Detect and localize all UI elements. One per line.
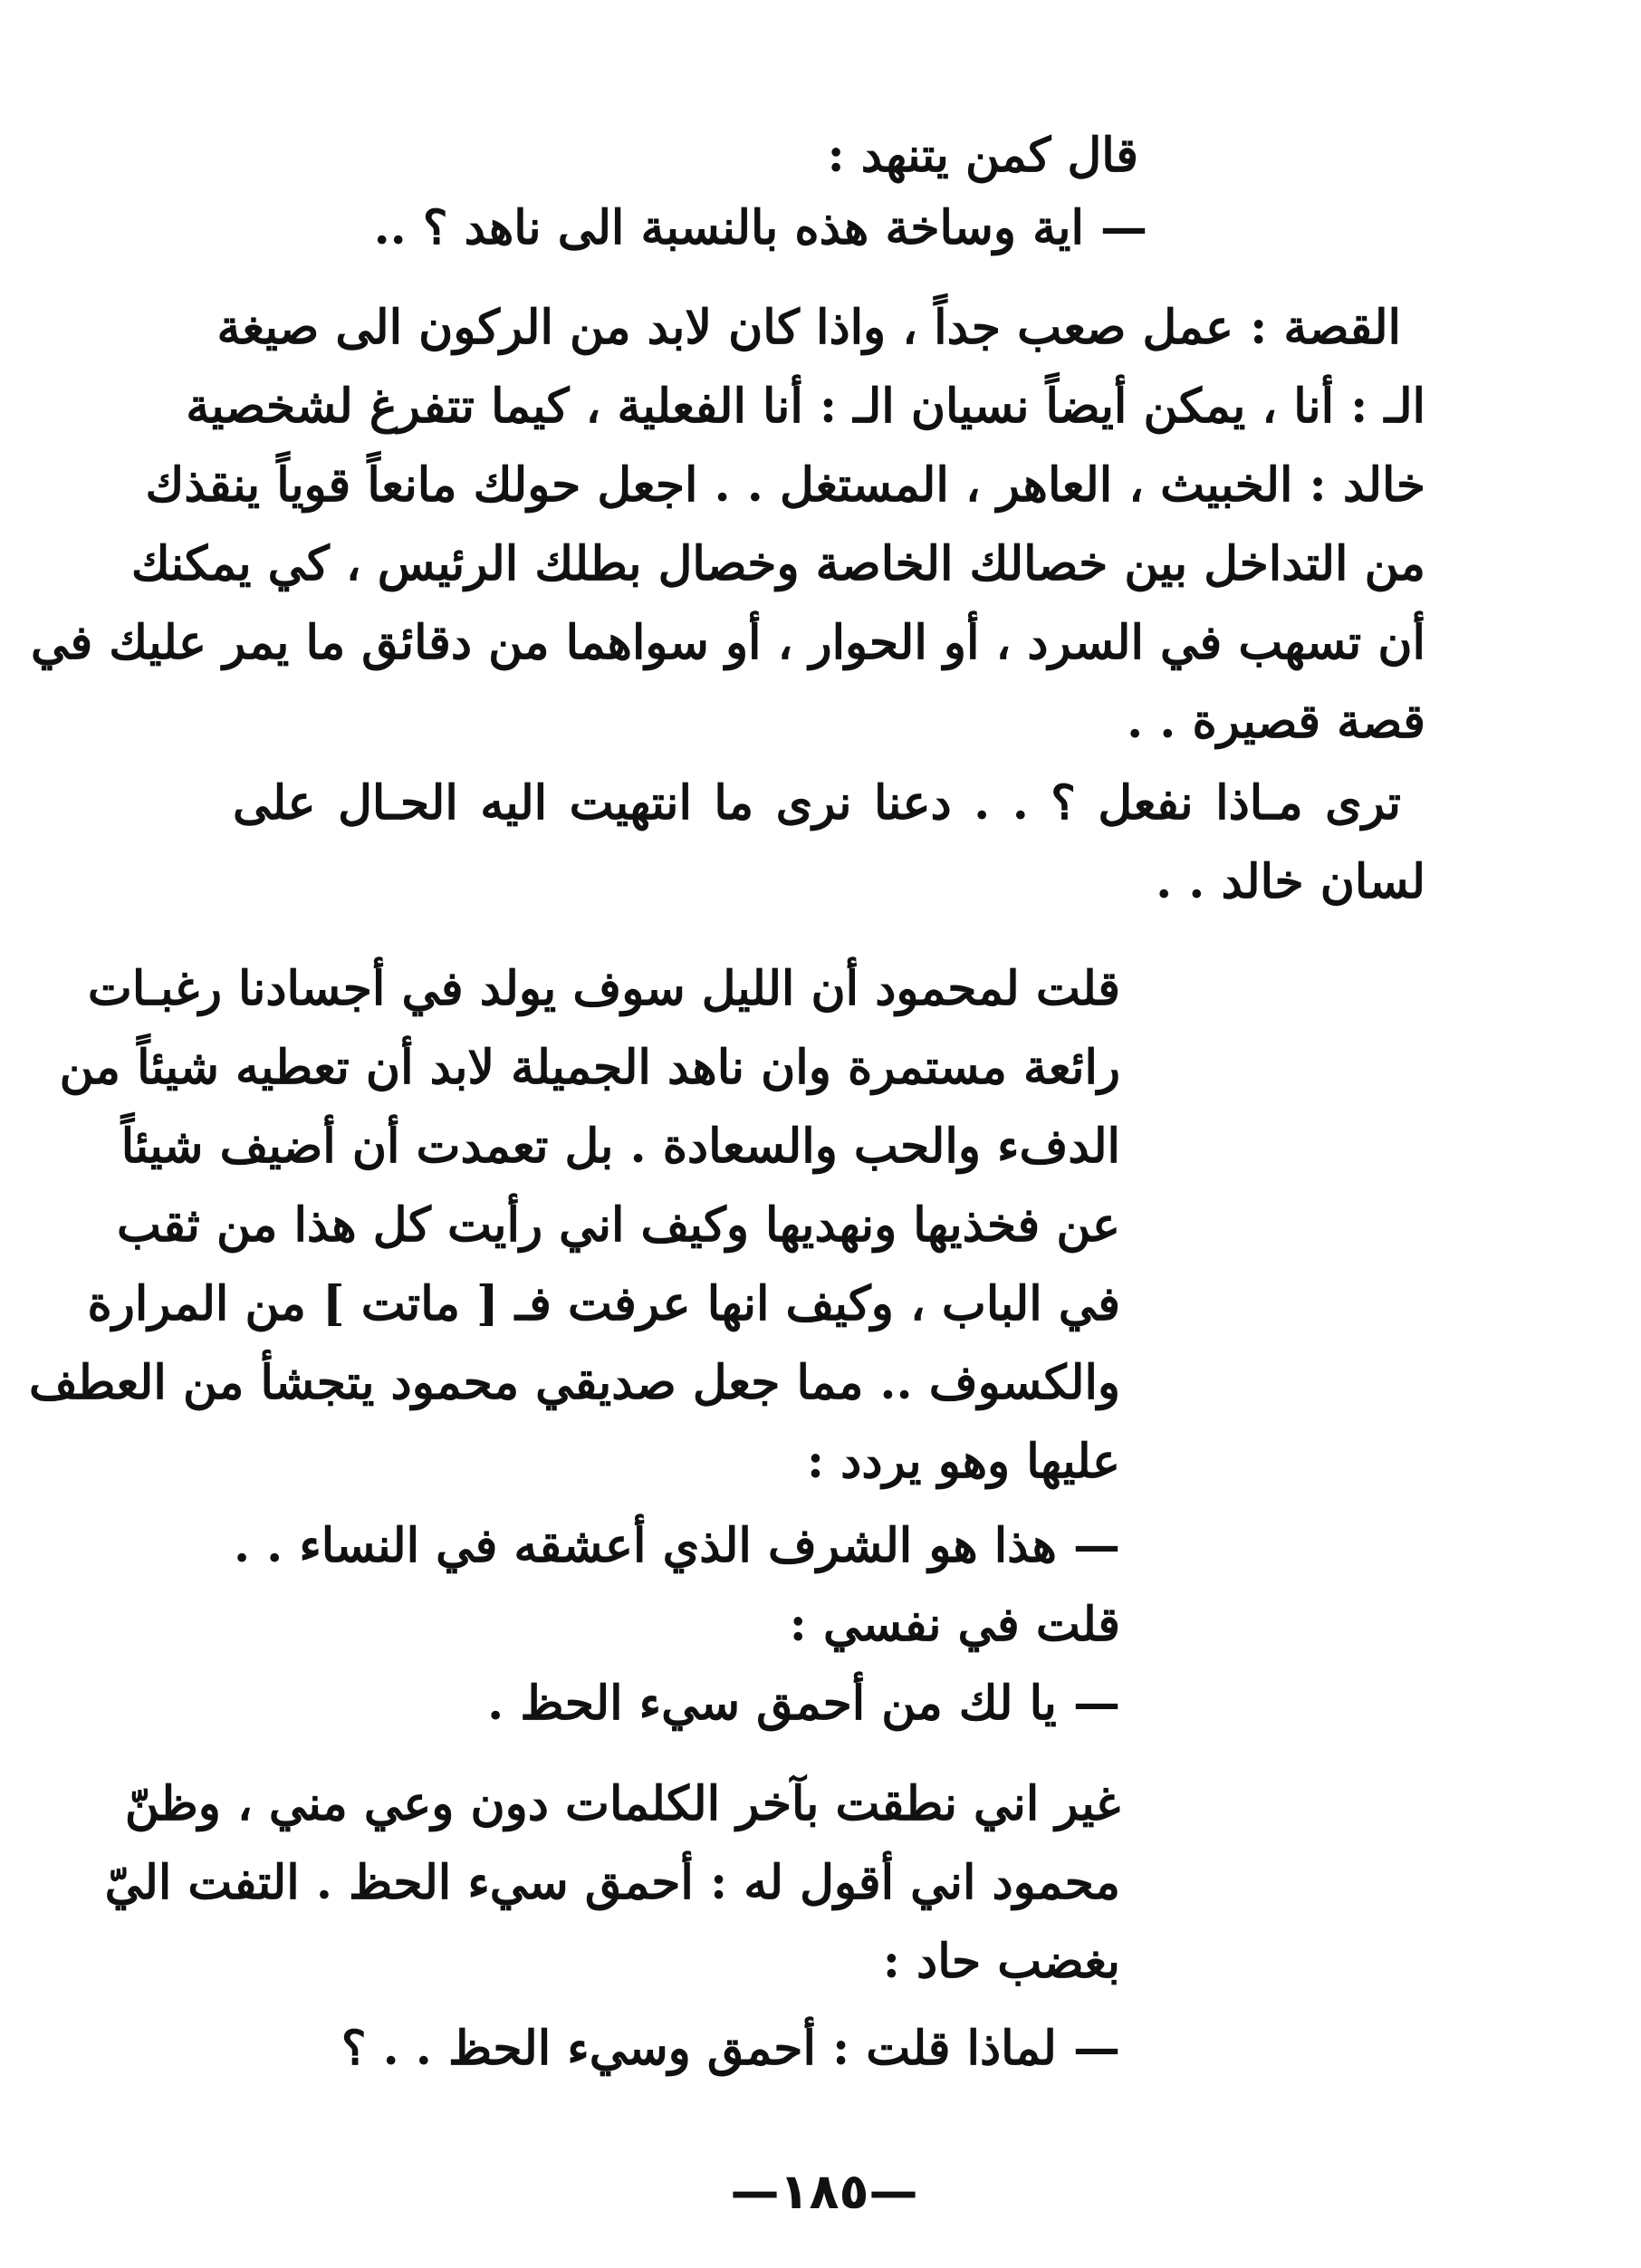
text-line: القصة : عمل صعب جداً ، واذا كان لابد من الركون الى صيغة [216, 300, 1401, 355]
text-line: أن تسهب في السرد ، أو الحوار ، أو سواهما من دقائق ما يمر عليك في [31, 615, 1425, 670]
text-line: الـ : أنا ، يمكن أيضاً نسيان الـ : أنا الفعلية ، كيما تتفرغ لشخصية [186, 379, 1425, 434]
text-line: لسان خالد . . [1156, 854, 1425, 909]
text-line: الدفء والحب والسعادة . بل تعمدت أن أضيف شيئاً [120, 1119, 1120, 1174]
text-line: قلت لمحمود أن الليل سوف يولد في أجسادنا رغبـات [87, 961, 1120, 1016]
text-line: رائعة مستمرة وان ناهد الجميلة لابد أن تعطيه شيئاً من [59, 1040, 1120, 1095]
text-line: خالد : الخبيث ، العاهر ، المستغل . . اجعل حولك مانعاً قوياً ينقذك [145, 457, 1425, 513]
text-line: والكسوف .. مما جعل صديقي محمود يتجشأ من العطف [28, 1355, 1120, 1410]
page-number: —١٨٥— [730, 2163, 918, 2220]
text-line: قصة قصيرة . . [1127, 694, 1425, 749]
text-line: غير اني نطقت بآخر الكلمات دون وعي مني ، وظنّ [124, 1776, 1120, 1831]
text-line: عن فخذيها ونهديها وكيف اني رأيت كل هذا من ثقب [117, 1197, 1120, 1253]
text-line: — لماذا قلت : أحمق وسيء الحظ . . ؟ [341, 2021, 1120, 2076]
text-line: — يا لك من أحمق سيء الحظ . [487, 1676, 1120, 1731]
text-line: ترى مـاذا نفعل ؟ . . دعنا نرى ما انتهيت اليه الحـال على [233, 775, 1401, 831]
text-line: — هذا هو الشرف الذي أعشقه في النساء . . [233, 1518, 1120, 1573]
text-line: قلت في نفسي : [789, 1597, 1120, 1652]
text-line: قال كمن يتنهد : [827, 128, 1138, 183]
text-line: محمود اني أقول له : أحمق سيء الحظ . التفت اليّ [104, 1855, 1120, 1910]
text-line: — اية وساخة هذه بالنسبة الى ناهد ؟ .. [373, 200, 1147, 255]
text-line: عليها وهو يردد : [806, 1434, 1120, 1489]
text-line: في الباب ، وكيف انها عرفت فـ [ ماتت ] من المرارة [87, 1276, 1120, 1331]
text-line: بغضب حاد : [882, 1934, 1120, 1989]
text-line: من التداخل بين خصالك الخاصة وخصال بطلك الرئيس ، كي يمكنك [130, 536, 1425, 591]
